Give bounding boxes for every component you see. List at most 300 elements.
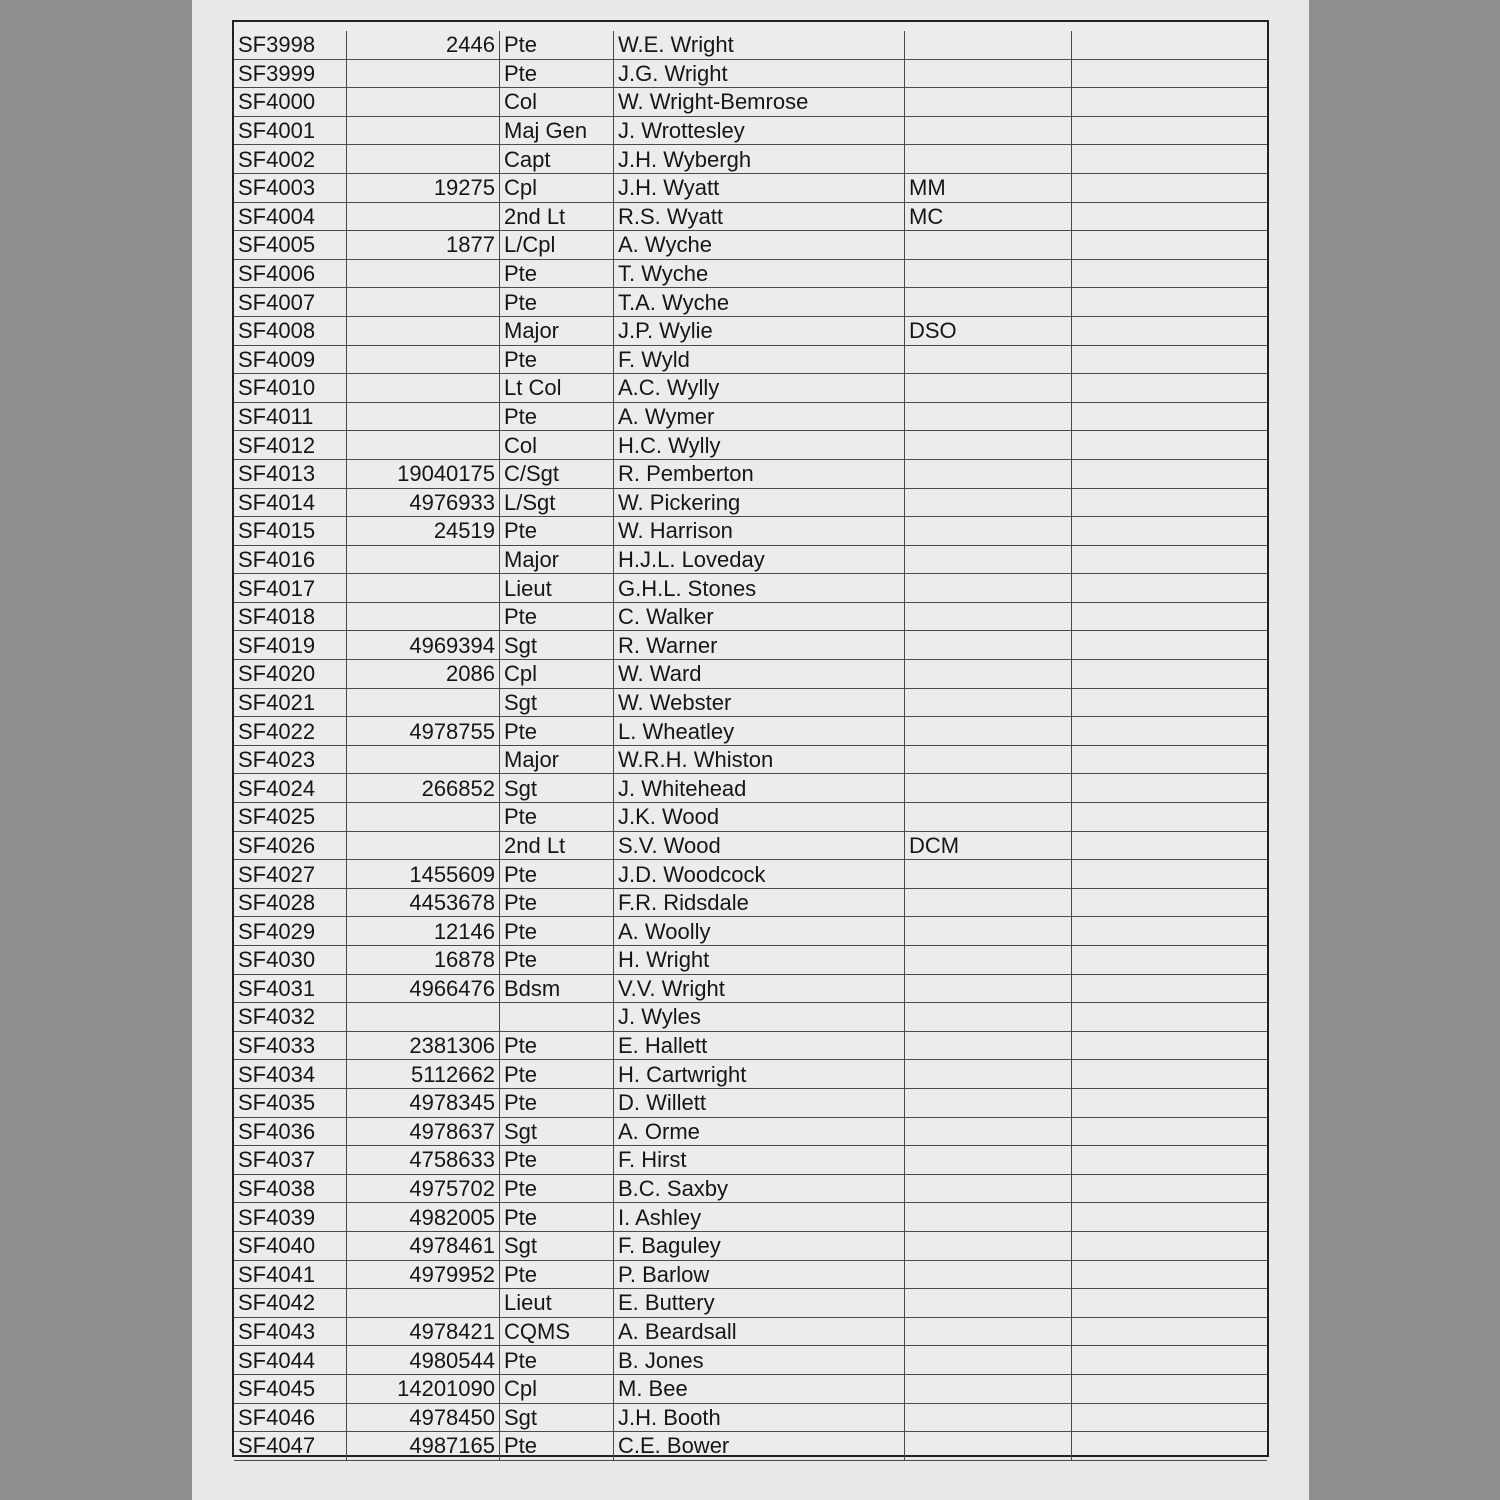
name-cell: C. Walker [614, 602, 905, 631]
award-cell [905, 1231, 1072, 1260]
award-cell [905, 745, 1072, 774]
table-row [234, 888, 1267, 917]
ref-cell: SF4025 [234, 803, 347, 832]
notes-cell [1072, 1088, 1268, 1117]
name-cell: T.A. Wyche [614, 288, 905, 317]
award-cell [905, 1317, 1072, 1346]
rank-cell: Cpl [500, 173, 614, 202]
name-cell: W. Ward [614, 660, 905, 689]
name-cell: B.C. Saxby [614, 1174, 905, 1203]
rank-cell: L/Sgt [500, 488, 614, 517]
name-cell: F. Baguley [614, 1231, 905, 1260]
table-row [234, 1174, 1267, 1203]
ref-cell: SF4029 [234, 917, 347, 946]
table-row [234, 231, 1267, 260]
number-cell: 4982005 [347, 1203, 500, 1232]
name-cell: V.V. Wright [614, 974, 905, 1003]
number-cell: 12146 [347, 917, 500, 946]
award-cell [905, 574, 1072, 603]
table-row [234, 1003, 1267, 1032]
table-row [234, 59, 1267, 88]
ref-cell: SF4023 [234, 745, 347, 774]
rank-cell: Pte [500, 946, 614, 975]
number-cell: 4976933 [347, 488, 500, 517]
ref-cell: SF4036 [234, 1117, 347, 1146]
award-cell [905, 1146, 1072, 1175]
ref-cell: SF4040 [234, 1231, 347, 1260]
table-row [234, 517, 1267, 546]
rank-cell: Pte [500, 1346, 614, 1375]
award-cell [905, 774, 1072, 803]
name-cell: E. Buttery [614, 1289, 905, 1318]
table-row [234, 717, 1267, 746]
table-row [234, 88, 1267, 117]
rank-cell: 2nd Lt [500, 831, 614, 860]
award-cell [905, 717, 1072, 746]
rank-cell: Pte [500, 31, 614, 59]
notes-cell [1072, 345, 1268, 374]
award-cell [905, 860, 1072, 889]
name-cell: G.H.L. Stones [614, 574, 905, 603]
number-cell: 4969394 [347, 631, 500, 660]
rank-cell: Sgt [500, 1231, 614, 1260]
notes-cell [1072, 745, 1268, 774]
number-cell: 266852 [347, 774, 500, 803]
rank-cell: Pte [500, 402, 614, 431]
name-cell: J.K. Wood [614, 803, 905, 832]
number-cell: 4758633 [347, 1146, 500, 1175]
name-cell: R.S. Wyatt [614, 202, 905, 231]
number-cell: 24519 [347, 517, 500, 546]
notes-cell [1072, 202, 1268, 231]
award-cell [905, 488, 1072, 517]
ref-cell: SF4017 [234, 574, 347, 603]
number-cell: 2446 [347, 31, 500, 59]
award-cell [905, 517, 1072, 546]
number-cell: 4975702 [347, 1174, 500, 1203]
notes-cell [1072, 860, 1268, 889]
notes-cell [1072, 1060, 1268, 1089]
rank-cell: L/Cpl [500, 231, 614, 260]
rank-cell: Pte [500, 717, 614, 746]
number-cell [347, 202, 500, 231]
rank-cell: Sgt [500, 1117, 614, 1146]
ref-cell: SF4032 [234, 1003, 347, 1032]
name-cell: J.G. Wright [614, 59, 905, 88]
number-cell: 4980544 [347, 1346, 500, 1375]
ref-cell: SF4031 [234, 974, 347, 1003]
name-cell: W.E. Wright [614, 31, 905, 59]
number-cell [347, 574, 500, 603]
number-cell [347, 374, 500, 403]
notes-cell [1072, 1146, 1268, 1175]
ref-cell: SF3999 [234, 59, 347, 88]
ref-cell: SF3998 [234, 31, 347, 59]
ref-cell: SF4043 [234, 1317, 347, 1346]
award-cell [905, 917, 1072, 946]
number-cell: 4979952 [347, 1260, 500, 1289]
table-row [234, 545, 1267, 574]
table-row [234, 602, 1267, 631]
number-cell: 4453678 [347, 888, 500, 917]
name-cell: A. Orme [614, 1117, 905, 1146]
name-cell: F.R. Ridsdale [614, 888, 905, 917]
notes-cell [1072, 1289, 1268, 1318]
rank-cell: Pte [500, 1146, 614, 1175]
name-cell: J. Whitehead [614, 774, 905, 803]
rank-cell: Pte [500, 259, 614, 288]
number-cell [347, 145, 500, 174]
name-cell: J.P. Wylie [614, 316, 905, 345]
table-row [234, 1374, 1267, 1403]
notes-cell [1072, 574, 1268, 603]
ref-cell: SF4008 [234, 316, 347, 345]
name-cell: J.D. Woodcock [614, 860, 905, 889]
table-row [234, 173, 1267, 202]
rank-cell: Major [500, 745, 614, 774]
table-row [234, 488, 1267, 517]
table-row [234, 974, 1267, 1003]
award-cell [905, 1432, 1072, 1461]
name-cell: W. Webster [614, 688, 905, 717]
table-row [234, 946, 1267, 975]
ref-cell: SF4004 [234, 202, 347, 231]
rank-cell: Pte [500, 602, 614, 631]
notes-cell [1072, 231, 1268, 260]
ref-cell: SF4012 [234, 431, 347, 460]
table-row [234, 1117, 1267, 1146]
name-cell: H.J.L. Loveday [614, 545, 905, 574]
table-row [234, 860, 1267, 889]
name-cell: J.H. Booth [614, 1403, 905, 1432]
rank-cell: Pte [500, 1174, 614, 1203]
name-cell: F. Hirst [614, 1146, 905, 1175]
name-cell: F. Wyld [614, 345, 905, 374]
ref-cell: SF4037 [234, 1146, 347, 1175]
notes-cell [1072, 1117, 1268, 1146]
award-cell [905, 1174, 1072, 1203]
number-cell [347, 1289, 500, 1318]
award-cell: MM [905, 173, 1072, 202]
name-cell: A.C. Wylly [614, 374, 905, 403]
rank-cell: Lieut [500, 574, 614, 603]
award-cell [905, 374, 1072, 403]
number-cell [347, 402, 500, 431]
notes-cell [1072, 831, 1268, 860]
name-cell: J. Wyles [614, 1003, 905, 1032]
number-cell: 19275 [347, 173, 500, 202]
rank-cell: C/Sgt [500, 459, 614, 488]
table-row [234, 1346, 1267, 1375]
notes-cell [1072, 688, 1268, 717]
rank-cell: Col [500, 88, 614, 117]
award-cell [905, 1260, 1072, 1289]
ref-cell: SF4027 [234, 860, 347, 889]
number-cell: 1455609 [347, 860, 500, 889]
rank-cell: Pte [500, 860, 614, 889]
ref-cell: SF4014 [234, 488, 347, 517]
name-cell: J.H. Wyatt [614, 173, 905, 202]
ref-cell: SF4044 [234, 1346, 347, 1375]
rank-cell: Pte [500, 288, 614, 317]
notes-cell [1072, 917, 1268, 946]
name-cell: W.R.H. Whiston [614, 745, 905, 774]
name-cell: A. Wyche [614, 231, 905, 260]
number-cell: 4978345 [347, 1088, 500, 1117]
name-cell: I. Ashley [614, 1203, 905, 1232]
notes-cell [1072, 1346, 1268, 1375]
ref-cell: SF4006 [234, 259, 347, 288]
notes-cell [1072, 259, 1268, 288]
rank-cell: Pte [500, 803, 614, 832]
ref-cell: SF4034 [234, 1060, 347, 1089]
name-cell: D. Willett [614, 1088, 905, 1117]
notes-cell [1072, 145, 1268, 174]
number-cell: 5112662 [347, 1060, 500, 1089]
rank-cell: Pte [500, 888, 614, 917]
rank-cell: Lieut [500, 1289, 614, 1318]
number-cell [347, 831, 500, 860]
rank-cell: 2nd Lt [500, 202, 614, 231]
award-cell [905, 974, 1072, 1003]
award-cell: DCM [905, 831, 1072, 860]
number-cell [347, 288, 500, 317]
award-cell [905, 631, 1072, 660]
award-cell [905, 431, 1072, 460]
ref-cell: SF4038 [234, 1174, 347, 1203]
notes-cell [1072, 316, 1268, 345]
ref-cell: SF4000 [234, 88, 347, 117]
notes-cell [1072, 717, 1268, 746]
rank-cell: Sgt [500, 631, 614, 660]
award-cell [905, 288, 1072, 317]
rank-cell: Major [500, 545, 614, 574]
award-cell [905, 946, 1072, 975]
award-cell [905, 145, 1072, 174]
rank-cell: CQMS [500, 1317, 614, 1346]
notes-cell [1072, 974, 1268, 1003]
ref-cell: SF4011 [234, 402, 347, 431]
rank-cell: Sgt [500, 1403, 614, 1432]
rank-cell: Capt [500, 145, 614, 174]
notes-cell [1072, 774, 1268, 803]
number-cell [347, 259, 500, 288]
rank-cell: Col [500, 431, 614, 460]
table-row [234, 402, 1267, 431]
table-row [234, 1031, 1267, 1060]
award-cell [905, 31, 1072, 59]
table-row [234, 459, 1267, 488]
number-cell [347, 602, 500, 631]
ref-cell: SF4020 [234, 660, 347, 689]
name-cell: R. Warner [614, 631, 905, 660]
award-cell [905, 602, 1072, 631]
ref-cell: SF4002 [234, 145, 347, 174]
ref-cell: SF4007 [234, 288, 347, 317]
name-cell: A. Wymer [614, 402, 905, 431]
ref-cell: SF4033 [234, 1031, 347, 1060]
table-row [234, 1146, 1267, 1175]
number-cell [347, 316, 500, 345]
rank-cell: Lt Col [500, 374, 614, 403]
rank-cell: Pte [500, 345, 614, 374]
ref-cell: SF4046 [234, 1403, 347, 1432]
name-cell: C.E. Bower [614, 1432, 905, 1461]
award-cell [905, 59, 1072, 88]
notes-cell [1072, 946, 1268, 975]
award-cell [905, 545, 1072, 574]
award-cell [905, 1117, 1072, 1146]
ref-cell: SF4026 [234, 831, 347, 860]
rank-cell: Pte [500, 1432, 614, 1461]
award-cell [905, 803, 1072, 832]
number-cell [347, 88, 500, 117]
name-cell: A. Woolly [614, 917, 905, 946]
ref-cell: SF4045 [234, 1374, 347, 1403]
notes-cell [1072, 1203, 1268, 1232]
table-row [234, 1060, 1267, 1089]
ref-cell: SF4047 [234, 1432, 347, 1461]
award-cell [905, 1346, 1072, 1375]
award-cell [905, 1374, 1072, 1403]
table-row [234, 688, 1267, 717]
name-cell: M. Bee [614, 1374, 905, 1403]
notes-cell [1072, 1231, 1268, 1260]
table-row [234, 831, 1267, 860]
ref-cell: SF4019 [234, 631, 347, 660]
ref-cell: SF4021 [234, 688, 347, 717]
table-row [234, 374, 1267, 403]
award-cell [905, 345, 1072, 374]
table-row [234, 145, 1267, 174]
notes-cell [1072, 545, 1268, 574]
notes-cell [1072, 1317, 1268, 1346]
award-cell [905, 1060, 1072, 1089]
rank-cell: Sgt [500, 774, 614, 803]
number-cell: 4978421 [347, 1317, 500, 1346]
rank-cell: Pte [500, 917, 614, 946]
table-row [234, 1088, 1267, 1117]
table-row [234, 774, 1267, 803]
table-row [234, 1403, 1267, 1432]
award-cell: MC [905, 202, 1072, 231]
ref-cell: SF4028 [234, 888, 347, 917]
award-cell [905, 1289, 1072, 1318]
award-cell [905, 459, 1072, 488]
name-cell: E. Hallett [614, 1031, 905, 1060]
ref-cell: SF4003 [234, 173, 347, 202]
notes-cell [1072, 1174, 1268, 1203]
notes-cell [1072, 31, 1268, 59]
notes-cell [1072, 59, 1268, 88]
name-cell: A. Beardsall [614, 1317, 905, 1346]
ref-cell: SF4009 [234, 345, 347, 374]
table-row [234, 917, 1267, 946]
number-cell: 4978450 [347, 1403, 500, 1432]
ref-cell: SF4024 [234, 774, 347, 803]
rank-cell: Cpl [500, 660, 614, 689]
number-cell: 16878 [347, 946, 500, 975]
table-row [234, 345, 1267, 374]
number-cell: 2086 [347, 660, 500, 689]
rank-cell: Pte [500, 1203, 614, 1232]
award-cell [905, 116, 1072, 145]
number-cell [347, 345, 500, 374]
notes-cell [1072, 660, 1268, 689]
rank-cell: Sgt [500, 688, 614, 717]
ref-cell: SF4016 [234, 545, 347, 574]
ref-cell: SF4001 [234, 116, 347, 145]
number-cell [347, 1003, 500, 1032]
rank-cell: Maj Gen [500, 116, 614, 145]
number-cell [347, 688, 500, 717]
table-row [234, 1317, 1267, 1346]
notes-cell [1072, 488, 1268, 517]
name-cell: B. Jones [614, 1346, 905, 1375]
rank-cell: Pte [500, 517, 614, 546]
notes-cell [1072, 1374, 1268, 1403]
notes-cell [1072, 402, 1268, 431]
ref-cell: SF4013 [234, 459, 347, 488]
name-cell: S.V. Wood [614, 831, 905, 860]
notes-cell [1072, 517, 1268, 546]
number-cell: 19040175 [347, 459, 500, 488]
award-cell [905, 688, 1072, 717]
table-row [234, 431, 1267, 460]
award-cell [905, 888, 1072, 917]
rank-cell: Pte [500, 1031, 614, 1060]
ref-cell: SF4030 [234, 946, 347, 975]
name-cell: R. Pemberton [614, 459, 905, 488]
award-cell [905, 1403, 1072, 1432]
award-cell [905, 402, 1072, 431]
ref-cell: SF4041 [234, 1260, 347, 1289]
number-cell [347, 59, 500, 88]
number-cell [347, 803, 500, 832]
rank-cell: Bdsm [500, 974, 614, 1003]
number-cell: 1877 [347, 231, 500, 260]
table-row [234, 31, 1267, 59]
number-cell: 2381306 [347, 1031, 500, 1060]
notes-cell [1072, 173, 1268, 202]
rank-cell [500, 1003, 614, 1032]
name-cell: H.C. Wylly [614, 431, 905, 460]
table-row [234, 803, 1267, 832]
notes-cell [1072, 459, 1268, 488]
award-cell [905, 1203, 1072, 1232]
table-row [234, 316, 1267, 345]
notes-cell [1072, 803, 1268, 832]
table-row [234, 1231, 1267, 1260]
notes-cell [1072, 1031, 1268, 1060]
notes-cell [1072, 288, 1268, 317]
number-cell [347, 116, 500, 145]
award-cell [905, 259, 1072, 288]
number-cell: 4987165 [347, 1432, 500, 1461]
number-cell [347, 431, 500, 460]
table-row [234, 288, 1267, 317]
name-cell: L. Wheatley [614, 717, 905, 746]
table-row [234, 1289, 1267, 1318]
table-row [234, 202, 1267, 231]
table-row [234, 1432, 1267, 1461]
table-row [234, 631, 1267, 660]
award-cell [905, 1088, 1072, 1117]
ref-cell: SF4039 [234, 1203, 347, 1232]
name-cell: J. Wrottesley [614, 116, 905, 145]
number-cell [347, 545, 500, 574]
table-row [234, 259, 1267, 288]
